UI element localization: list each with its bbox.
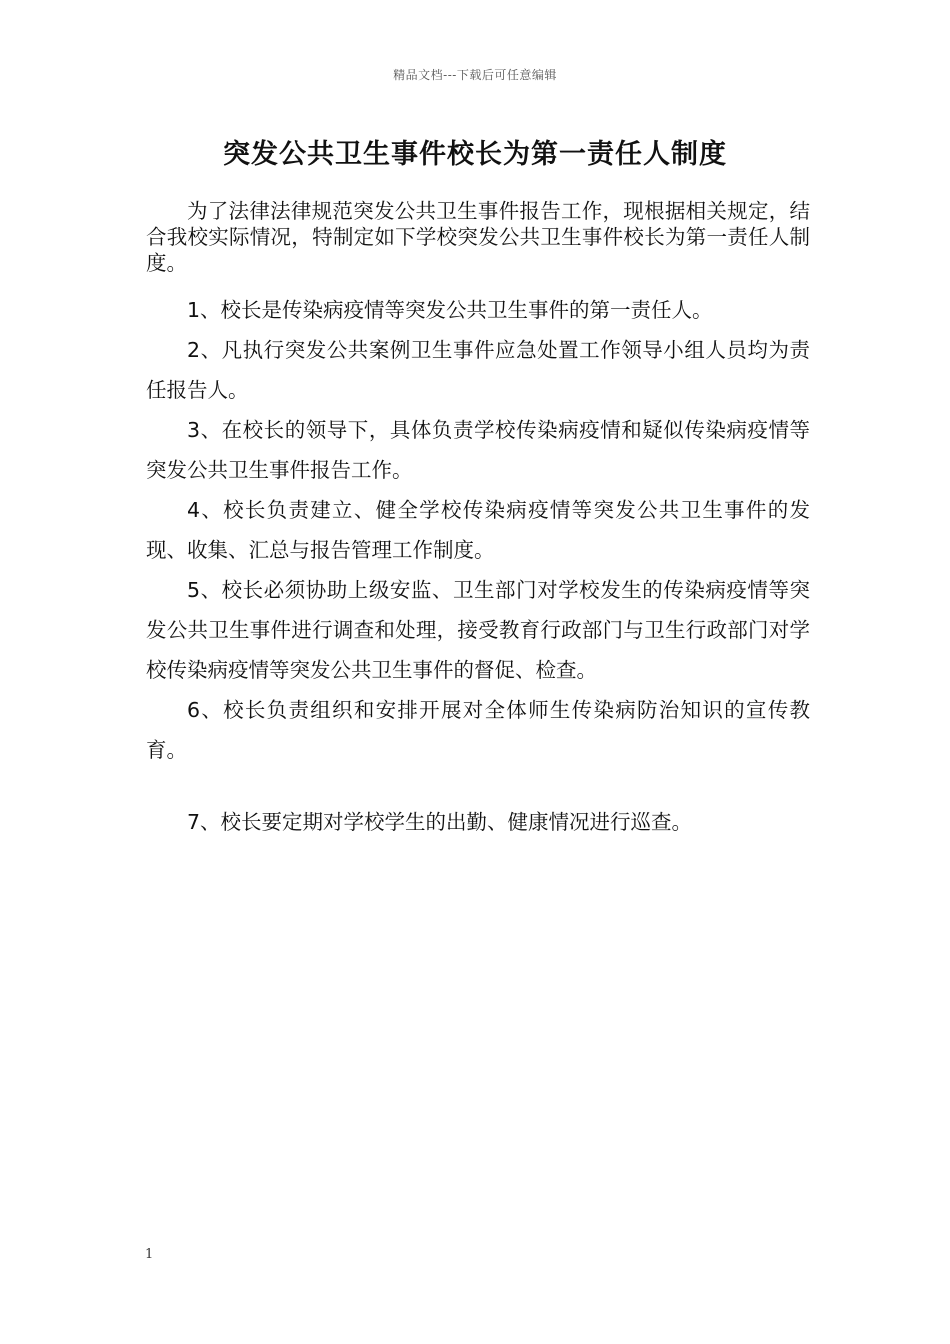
clause-3: 3、在校长的领导下，具体负责学校传染病疫情和疑似传染病疫情等突发公共卫生事件报告工作。	[146, 418, 810, 482]
page-title: 突发公共卫生事件校长为第一责任人制度	[223, 139, 727, 170]
clause-7: 7、校长要定期对学校学生的出勤、健康情况进行巡查。	[187, 810, 693, 834]
clause-2: 2、凡执行突发公共案例卫生事件应急处置工作领导小组人员均为责任报告人。	[146, 338, 810, 402]
intro-paragraph: 为了法律法律规范突发公共卫生事件报告工作，现根据相关规定，结合我校实际情况，特制定如下学校突发公共卫生事件校长为第一责任人制度。	[146, 199, 810, 275]
clause-4: 4、校长负责建立、健全学校传染病疫情等突发公共卫生事件的发现、收集、汇总与报告管理工作制度。	[146, 498, 810, 562]
header-note: 精品文档---下载后可任意编辑	[393, 68, 557, 82]
document-body	[146, 198, 810, 842]
clause-5: 5、校长必须协助上级安监、卫生部门对学校发生的传染病疫情等突发公共卫生事件进行调查和处理，接受教育行政部门与卫生行政部门对学校传染病疫情等突发公共卫生事件的督促、检查。	[146, 578, 810, 682]
clause-6: 6、校长负责组织和安排开展对全体师生传染病防治知识的宣传教育。	[146, 698, 810, 762]
clause-1: 1、校长是传染病疫情等突发公共卫生事件的第一责任人。	[187, 298, 713, 322]
page-number: 1	[145, 1247, 154, 1262]
